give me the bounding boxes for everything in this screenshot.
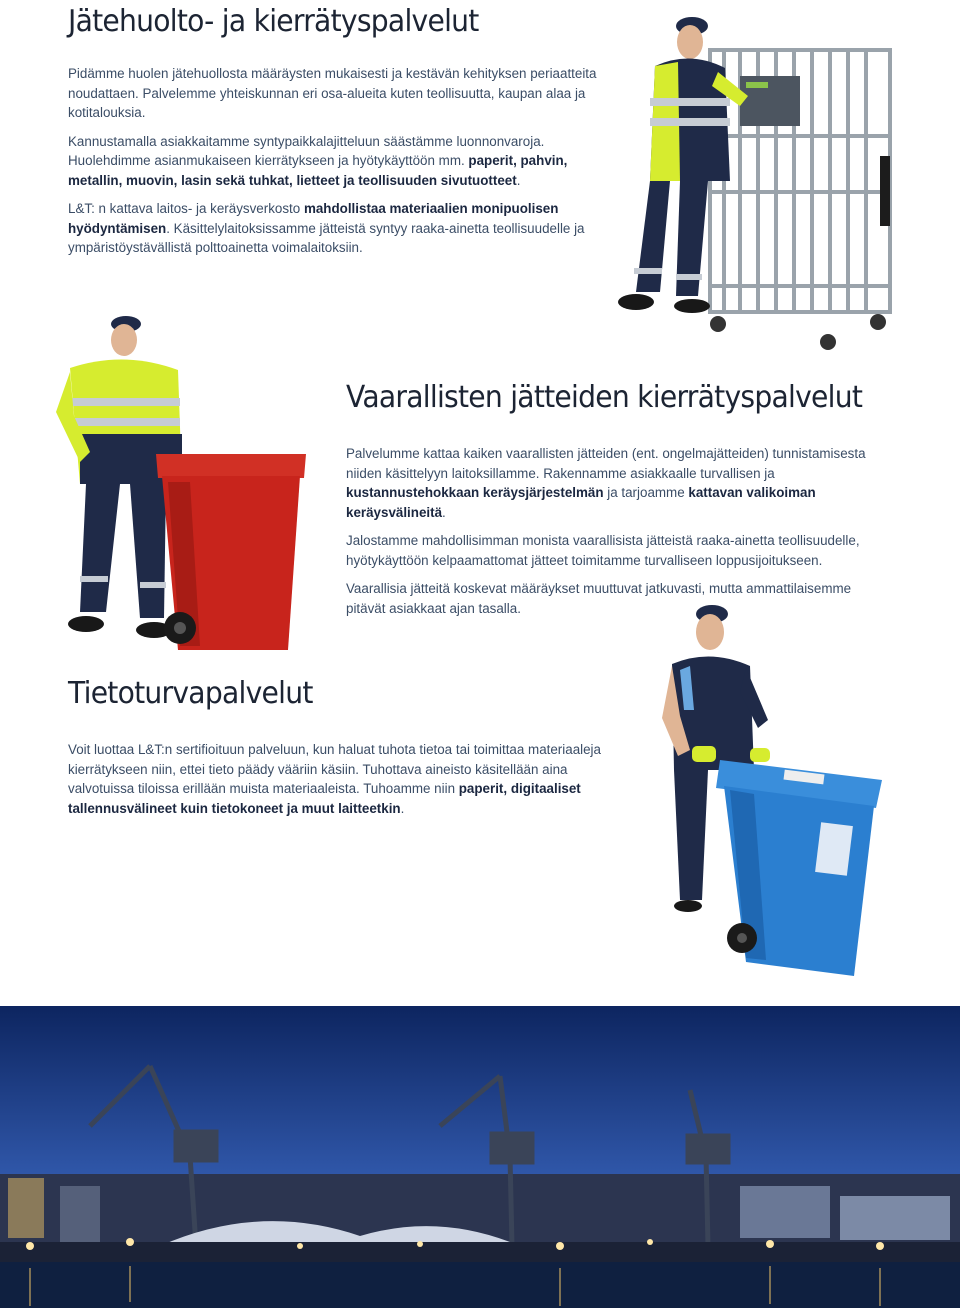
section-data-security [68, 674, 603, 827]
paragraph: Pidämme huolen jätehuollosta määräysten mukaisesti ja kestävän kehityksen periaatteita noudattaen. Palvelemme yhteiskunnan eri osa-alueita kuten teollisuutta, kaupan alaa ja kotitalouksia. [68, 66, 597, 120]
section-waste-management [68, 2, 613, 267]
section-title: Vaarallisten jätteiden kierrätyspalvelut [346, 380, 863, 415]
paragraph: L&T: n kattava laitos- ja keräysverkosto mahdollistaa materiaalien monipuolisen hyödyntämisen. Käsittelylaitoksissamme jätteistä syntyy raaka-ainetta teollisuudelle ja ympäristöystävällistä polttoainetta voimalaitoksiin. [68, 201, 585, 255]
paragraph: Jalostamme mahdollisimman monista vaarallisista jätteistä raaka-ainetta teollisuudelle, hyötykäyttöön kelpaamattomat jätteet toimitamme turvalliseen loppusijoitukseen. [346, 533, 860, 568]
paragraph: Voit luottaa L&T:n sertifioituun palveluun, kun haluat tuhota tietoa tai toimittaa materiaaleja kierrätykseen niin, ettei tieto päädy vääriin käsiin. Tuhottava aineisto käsitellään aina valvotuissa tiloissa erillään muista materiaaleista. Tuhoamme niin paperit, digitaaliset tallennusvälineet kuin tietokoneet ja muut laitteetkin. [68, 742, 601, 816]
paragraph: Vaarallisia jätteitä koskevat määräykset muuttuvat jatkuvasti, mutta ammattilaisemme pitävät asiakkaat ajan tasalla. [346, 581, 852, 616]
paragraph: Palvelumme kattaa kaiken vaarallisten jätteiden (ent. ongelmajätteiden) tunnistamisesta niiden käsittelyyn laitoksillamme. Rakennamme asiakkaalle turvallisen ja kustannustehokkaan keräysjärjestelmän ja tarjoamme kattavan valikoiman keräysvälineitä. [346, 446, 866, 520]
section-title: Tietoturvapalvelut [68, 676, 313, 711]
section-title: Jätehuolto- ja kierrätyspalvelut [68, 4, 479, 39]
worker-with-roll-cage-icon [600, 6, 900, 358]
paragraph: Kannustamalla asiakkaitamme syntypaikkalajitteluun säästämme luonnonvaroja. Huolehdimme asianmukaiseen kierrätykseen ja hyötykäyttöön mm. paperit, pahvin, metallin, muovin, lasin sekä tuhkat, lietteet ja teollisuuden sivutuotteet. [68, 133, 568, 188]
worker-with-blue-bin-icon [650, 600, 890, 984]
worker-with-red-bin-icon [50, 312, 320, 658]
section-hazardous-waste [346, 378, 894, 627]
harbor-cranes-night-icon [0, 1006, 960, 1308]
